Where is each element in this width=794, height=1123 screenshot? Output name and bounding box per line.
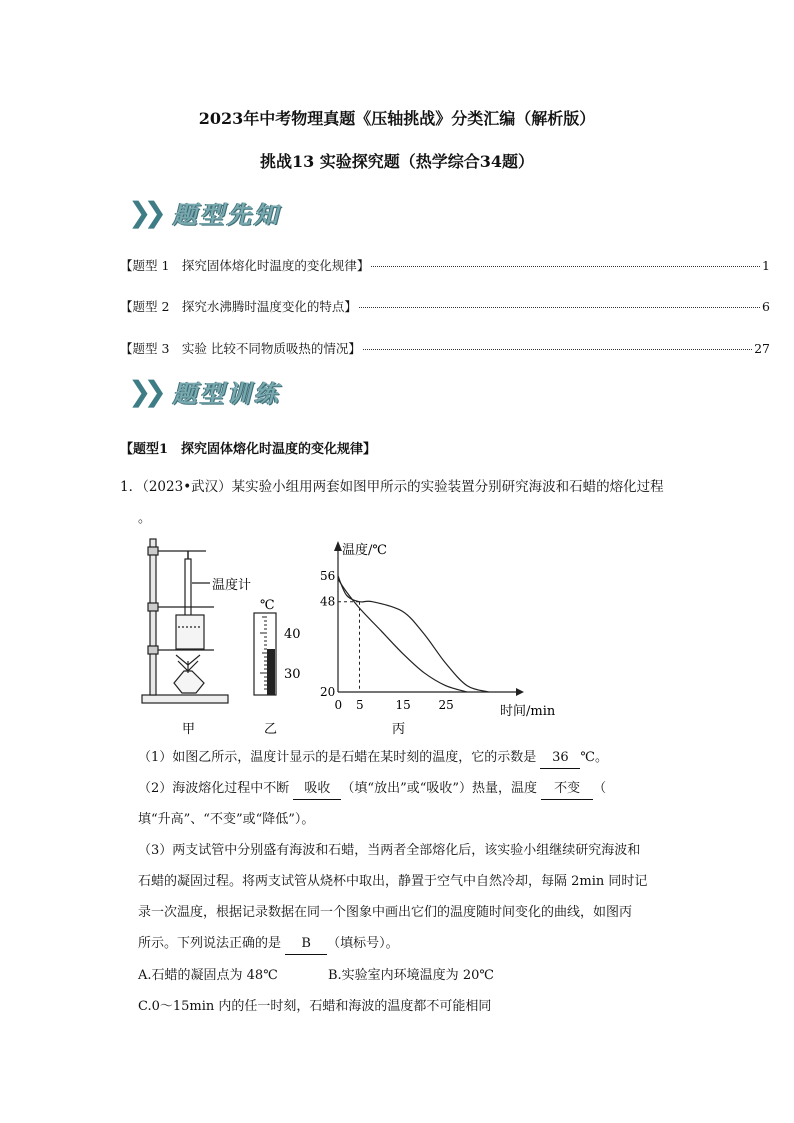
part-2-middle: （填“放出”或“吸收”）热量，温度 bbox=[341, 781, 538, 796]
part-3-after: （填标号）。 bbox=[327, 936, 399, 951]
part-3-text: 所示。下列说法正确的是 bbox=[138, 936, 282, 951]
question-stem-line1: （2023•武汉）某实验小组用两套如图甲所示的实验装置分别研究海波和石蜡的熔化过程 bbox=[142, 479, 664, 495]
toc-leader bbox=[371, 266, 760, 267]
toc-leader bbox=[363, 349, 752, 350]
answer-blank-2: 吸收 bbox=[293, 779, 341, 800]
double-chevron-icon: ❯❯ bbox=[128, 374, 159, 408]
x-tick-label: 5 bbox=[356, 698, 364, 712]
banner-overview-text: 题型先知 bbox=[172, 200, 281, 229]
x-tick-label: 0 bbox=[334, 698, 343, 712]
chart-xlabel: 时间/min bbox=[500, 704, 556, 719]
x-axis-arrow-icon bbox=[516, 688, 524, 696]
toc-page: 27 bbox=[754, 341, 770, 356]
option-b: B.实验室内环境温度为 20℃ bbox=[328, 968, 494, 983]
caption-jia: 甲 bbox=[182, 722, 196, 737]
option-a: A.石蜡的凝固点为 48℃ bbox=[138, 968, 278, 983]
banner-training bbox=[128, 373, 281, 409]
part-2 bbox=[138, 779, 606, 800]
part-2-line2: 填“升高”、“不变”或“降低”）。 bbox=[138, 812, 315, 827]
experiment-figure bbox=[130, 533, 580, 743]
document-title: 2023年中考物理真题《压轴挑战》分类汇编（解析版） bbox=[198, 109, 596, 128]
part-2-end: （ bbox=[593, 781, 607, 796]
part-1-unit: ℃。 bbox=[580, 750, 608, 765]
part-1 bbox=[138, 748, 608, 769]
thermo-tick-30: 30 bbox=[284, 667, 301, 682]
question-number: 1． bbox=[120, 479, 143, 495]
series-line-shila bbox=[338, 579, 467, 692]
toc-entry-2[interactable] bbox=[120, 297, 770, 315]
toc-label: 【题型 3 实验 比较不同物质吸热的情况】 bbox=[120, 341, 361, 356]
part-3-line3: 录一次温度，根据记录数据在同一个图象中画出它们的温度随时间变化的曲线，如图丙 bbox=[138, 905, 633, 920]
x-tick-label: 25 bbox=[438, 698, 454, 712]
toc-leader bbox=[359, 307, 760, 308]
chart-ylabel: 温度/℃ bbox=[342, 543, 387, 558]
answer-blank-3: 不变 bbox=[541, 779, 593, 800]
thermo-unit: ℃ bbox=[260, 598, 275, 613]
document-subtitle: 挑战13 实验探究题（热学综合34题） bbox=[259, 152, 535, 171]
caption-yi: 乙 bbox=[264, 722, 278, 737]
part-3-line1: （3）两支试管中分别盛有海波和石蜡，当两者全部熔化后，该实验小组继续研究海波和 bbox=[138, 843, 641, 858]
y-tick-label: 56 bbox=[320, 568, 336, 583]
caption-bing: 丙 bbox=[392, 722, 406, 737]
part-3-line4 bbox=[138, 934, 399, 955]
banner-overview bbox=[128, 194, 281, 230]
toc-page: 1 bbox=[762, 258, 770, 273]
apparatus-jia bbox=[142, 539, 228, 703]
toc-entry-3[interactable] bbox=[120, 339, 770, 357]
thermometer-yi bbox=[254, 598, 301, 695]
thermo-liquid-column bbox=[267, 649, 275, 695]
question-stem-line2: 。 bbox=[138, 511, 152, 526]
option-c: C.0～15min 内的任一时刻，石蜡和海波的温度都不可能相同 bbox=[138, 999, 492, 1014]
y-tick-label: 48 bbox=[320, 594, 336, 609]
y-axis-arrow-icon bbox=[334, 541, 342, 551]
answer-blank-4: B bbox=[285, 934, 327, 955]
series-line-haibo bbox=[338, 576, 489, 692]
part-2-text: （2）海波熔化过程中不断 bbox=[138, 781, 290, 796]
y-tick-label: 20 bbox=[320, 685, 336, 699]
toc-page: 6 bbox=[762, 299, 770, 314]
banner-training-text: 题型训练 bbox=[172, 379, 281, 408]
thermo-tick-40: 40 bbox=[284, 627, 301, 642]
toc-label: 【题型 2 探究水沸腾时温度变化的特点】 bbox=[120, 299, 357, 314]
answer-blank-1: 36 bbox=[540, 748, 580, 769]
thermometer-label: 温度计 bbox=[212, 578, 252, 593]
part-1-text: （1）如图乙所示，温度计显示的是石蜡在某时刻的温度，它的示数是 bbox=[138, 750, 537, 765]
cooling-chart bbox=[320, 541, 556, 737]
part-3-line2: 石蜡的凝固过程。将两支试管从烧杯中取出，静置于空气中自然冷却，每隔 2min 同时记 bbox=[138, 874, 648, 889]
toc-entry-1[interactable] bbox=[120, 256, 770, 274]
x-tick-label: 15 bbox=[395, 698, 411, 712]
section-heading: 【题型1 探究固体熔化时温度的变化规律】 bbox=[120, 442, 377, 457]
toc-label: 【题型 1 探究固体熔化时温度的变化规律】 bbox=[120, 258, 370, 273]
double-chevron-icon: ❯❯ bbox=[128, 195, 159, 229]
question-stem bbox=[120, 477, 664, 497]
